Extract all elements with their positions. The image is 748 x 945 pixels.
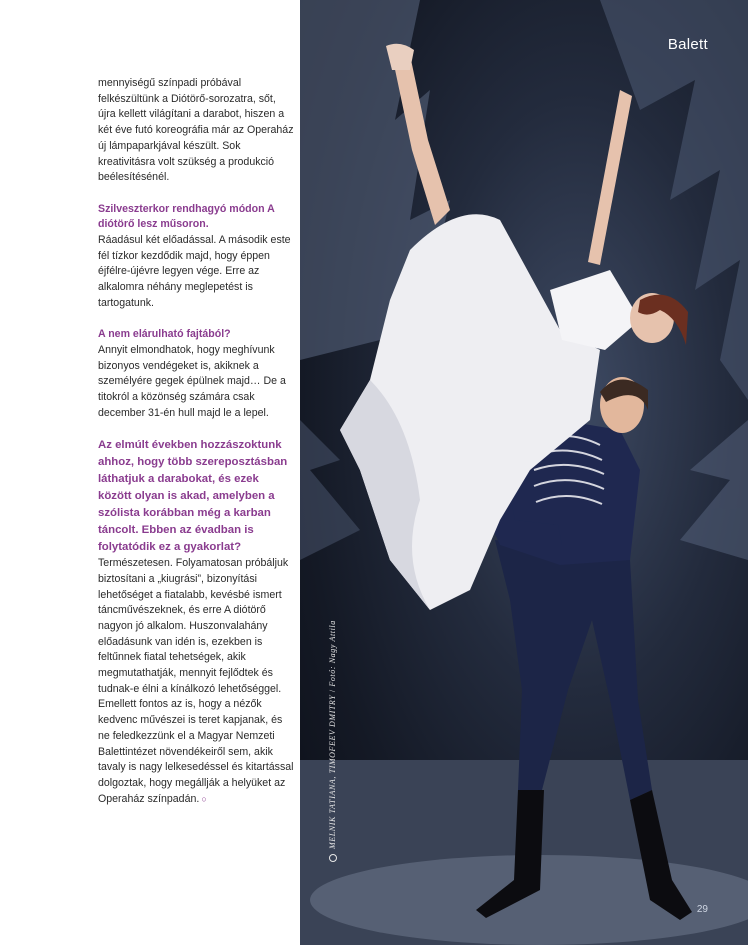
qa-block-1 [98,202,294,312]
question-3: Az elmúlt években hozzászoktunk ahhoz, hogy több szereposztásban láthatjuk a darabokat, és ezek között olyan is akad, amelyben a szólista korábban még a karban táncolt. Ebben az évadban is folytatódik ez a gyakorlat? [98,439,288,554]
caption-separator: / [328,686,337,695]
page-number: 29 [696,904,708,915]
article-column [98,76,294,823]
qa-block-3 [98,437,294,807]
ballerina-bodice [550,270,640,350]
question-2: A nem elárulható fajtából? [98,328,231,341]
answer-2: Annyit elmondhatok, hogy meghívunk bizonyos vendégeket is, akiknek a személyére gegek épülnek majd… De a titokról a közönség számára csak december 31-én hull majd le a lepel. [98,343,286,419]
dancers-illustration [300,0,748,945]
answer-3: Természetesen. Folyamatosan próbáljuk biztosítani a „kiugrási”, bizonyítási lehetőséget a fiatalabb, kevésbé ismert táncművészeknek, és erre A diótörő nagyon jó alkalom. Huszonvalahány előadásunk van idén is, ezekben is feltűnnek fiatal tehetségek, akik megmutathatják, mennyit fejlődtek és tudnak-e élni a kínálkozó lehetőséggel. Emellett fontos az is, hogy a nézők kedvenc művészei is teret kapjanak, és ne feledkezzünk el a Magyar Nemzeti Balettintézet növendékeiről sem, akik tavaly is nagy lelkesedéssel és kitartással dolgoztak, hogy megállják a helyüket az Operaház színpadán. [98,557,294,805]
question-1: Szilveszterkor rendhagyó módon A diótörő lesz műsoron. [98,202,275,231]
photo-caption [328,620,337,862]
caption-bullet-icon [329,854,337,862]
answer-1: Ráadásul két előadással. A második este fél tízkor kezdődik majd, hogy éppen éjfélre-újévre legyen vége. Erre az alkalomra néhány meglepetést is tartogatunk. [98,234,291,309]
end-mark-icon: ○ [201,793,207,804]
section-tag: Balett [667,36,708,53]
paragraph-intro: mennyiségű színpadi próbával felkészültünk a Diótörő-sorozatra, sőt, újra kellett világítani a darabot, hiszen a két éve futó koreográfia már az Operaház új lámpaparkjával készült. Sok kreativitásra volt szükség a produkció beélesítésénél. [98,77,294,184]
ballet-photo [300,0,748,945]
qa-block-2 [98,327,294,421]
photo-credit: Fotó: Nagy Attila [328,620,337,687]
caption-names: MELNIK TATIANA, TIMOFEEV DMITRY [328,694,337,849]
ballerina-raised-arm [588,90,632,265]
